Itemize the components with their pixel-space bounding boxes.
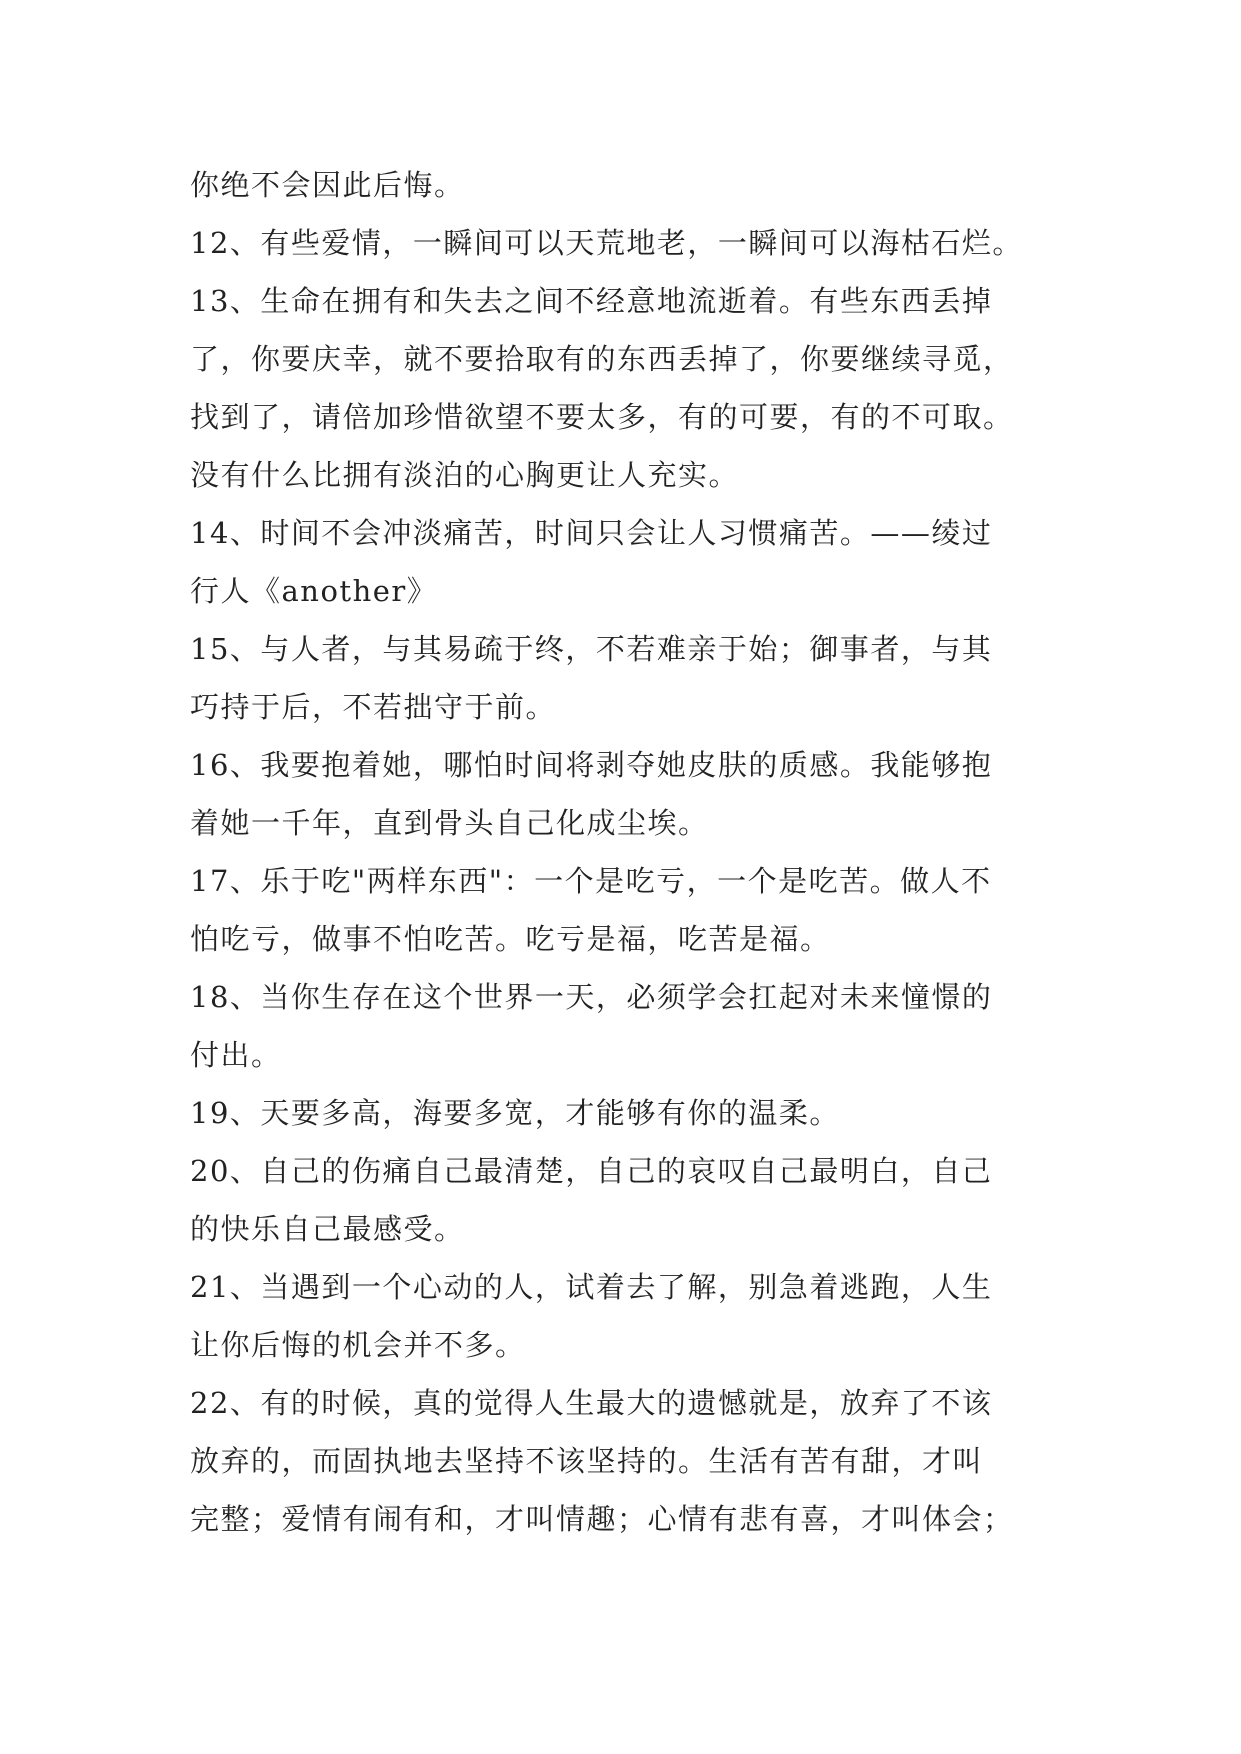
text-line: 找到了，请倍加珍惜欲望不要太多，有的可要，有的不可取。: [190, 400, 1014, 434]
text-line: 18、当你生存在这个世界一天，必须学会扛起对未来憧憬的: [190, 980, 993, 1014]
text-line: 着她一千年，直到骨头自己化成尘埃。: [190, 806, 709, 840]
text-line: 19、天要多高，海要多宽，才能够有你的温柔。: [190, 1096, 840, 1130]
text-line: 付出。: [190, 1038, 282, 1072]
text-line: 完整；爱情有闹有和，才叫情趣；心情有悲有喜，才叫体会；: [190, 1502, 1014, 1536]
text-line: 让你后悔的机会并不多。: [190, 1328, 526, 1362]
text-line: 放弃的，而固执地去坚持不该坚持的。生活有苦有甜，才叫: [190, 1444, 984, 1478]
text-line: 你绝不会因此后悔。: [190, 168, 465, 202]
text-line: 怕吃亏，做事不怕吃苦。吃亏是福，吃苦是福。: [190, 922, 831, 956]
document-body: [190, 156, 1050, 1548]
text-line: 14、时间不会冲淡痛苦，时间只会让人习惯痛苦。——绫过: [190, 516, 993, 550]
text-line: 17、乐于吃"两样东西"：一个是吃亏，一个是吃苦。做人不: [190, 864, 992, 898]
text-line: 行人《another》: [190, 574, 438, 608]
text-line: 22、有的时候，真的觉得人生最大的遗憾就是，放弃了不该: [190, 1386, 993, 1420]
text-line: 的快乐自己最感受。: [190, 1212, 465, 1246]
text-line: 21、当遇到一个心动的人，试着去了解，别急着逃跑，人生: [190, 1270, 993, 1304]
text-line: 12、有些爱情，一瞬间可以天荒地老，一瞬间可以海枯石烂。: [190, 226, 1023, 260]
text-line: 没有什么比拥有淡泊的心胸更让人充实。: [190, 458, 740, 492]
text-line: 16、我要抱着她，哪怕时间将剥夺她皮肤的质感。我能够抱: [190, 748, 993, 782]
text-line: 巧持于后，不若拙守于前。: [190, 690, 557, 724]
text-line: 了，你要庆幸，就不要拾取有的东西丢掉了，你要继续寻觅，: [190, 342, 1014, 376]
text-line: 15、与人者，与其易疏于终，不若难亲于始；御事者，与其: [190, 632, 993, 666]
text-line: 13、生命在拥有和失去之间不经意地流逝着。有些东西丢掉: [190, 284, 993, 318]
text-line: 20、自己的伤痛自己最清楚，自己的哀叹自己最明白，自己: [190, 1154, 993, 1188]
